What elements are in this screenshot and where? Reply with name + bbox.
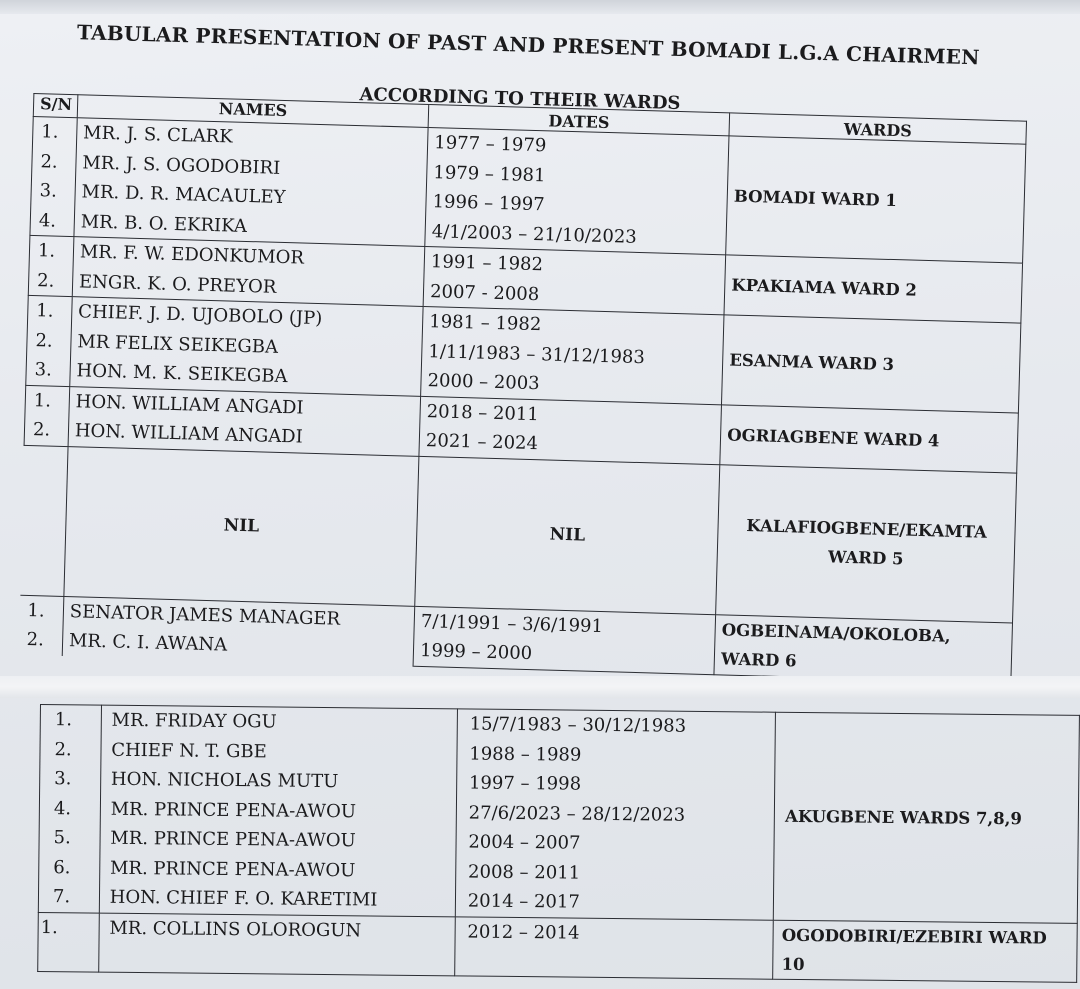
chairman-name: MR. J. S. CLARK (82, 122, 233, 148)
ward-cell: OGRIAGBENE WARD 4 (720, 404, 1018, 472)
dates-cell (425, 128, 729, 255)
tenure-date: 2000 – 2003 (427, 370, 540, 395)
header-sn: S/N (33, 93, 78, 117)
tenure-date: 27/6/2023 – 28/12/2023 (468, 801, 686, 826)
chairman-name: SENATOR JAMES MANAGER (69, 600, 341, 630)
chairman-name: MR. C. I. AWANA (68, 630, 228, 656)
chairman-name: MR. J. S. OGODOBIRI (82, 151, 281, 179)
serial-number: 1. (37, 240, 56, 262)
names-cell (70, 297, 424, 396)
serial-number: 1. (41, 121, 59, 143)
chairman-name: ENGR. K. O. PREYOR (78, 270, 277, 298)
names-cell (74, 118, 428, 247)
chairman-name: MR FELIX SEIKEGBA (77, 330, 279, 358)
ward-cell: BOMADI WARD 1 (726, 136, 1026, 263)
tenure-date: 1/11/1983 – 31/12/1983 (428, 340, 646, 368)
document-subtitle: ACCORDING TO THEIR WARDS (359, 84, 681, 115)
serial-number: 4. (38, 209, 57, 232)
names-cell (62, 596, 415, 666)
chairman-name: MR. F. W. EDONKUMOR (79, 241, 305, 269)
ward-cell: AKUGBENE WARDS 7,8,9 (774, 712, 1080, 923)
tenure-date: 2012 – 2014 (467, 920, 580, 944)
ward-cell: KPAKIAMA WARD 2 (724, 255, 1022, 323)
chairmen-table-continued (37, 704, 1080, 982)
dates-cell (413, 606, 716, 674)
nil-date-cell: NIL (415, 456, 720, 614)
chairman-name: HON. M. K. SEIKEGBA (76, 360, 288, 388)
dates-cell (423, 246, 726, 314)
dates-cell (455, 709, 776, 920)
tenure-date: 1997 – 1998 (468, 772, 582, 795)
chairman-name: MR. PRINCE PENA-AWOU (110, 827, 356, 852)
serial-number: 1. (40, 916, 58, 938)
table-row (38, 912, 1078, 982)
sn-cell (28, 235, 74, 296)
tenure-date: 15/7/1983 – 30/12/1983 (469, 713, 687, 737)
tenure-date: 1977 – 1979 (433, 132, 547, 157)
tenure-date: 1991 – 1982 (430, 251, 544, 276)
chairman-name: MR. COLLINS OLOROGUN (109, 917, 362, 941)
serial-number: 1. (36, 300, 54, 322)
chairman-name: MR. PRINCE PENA-AWOU (110, 798, 357, 822)
serial-number: 2. (35, 329, 53, 352)
chairman-name: MR. D. R. MACAULEY (81, 181, 286, 209)
chairman-name: HON. WILLIAM ANGADI (75, 390, 304, 419)
chairman-name: CHIEF N. T. GBE (111, 739, 267, 762)
tenure-date: 7/1/1991 – 3/6/1991 (420, 610, 604, 637)
tenure-date: 2014 – 2017 (467, 890, 580, 913)
continuation-table-wrap (37, 704, 1080, 982)
sn-cell (38, 912, 99, 972)
tenure-date: 2004 – 2007 (468, 831, 581, 854)
tenure-date: 2007 - 2008 (429, 280, 540, 305)
names-cell (99, 705, 457, 916)
page-fold (0, 676, 1080, 698)
header-names: NAMES (77, 95, 429, 128)
nil-name-cell: NIL (64, 446, 419, 606)
serial-number: 1. (33, 389, 52, 412)
table-row (38, 705, 1079, 923)
dates-cell (419, 396, 722, 464)
sn-cell (18, 595, 64, 656)
serial-number: 1. (27, 599, 45, 621)
sn-cell (26, 295, 72, 386)
chairman-name: MR. B. O. EKRIKA (80, 210, 248, 237)
serial-number: 2. (54, 738, 72, 760)
names-cell (68, 386, 421, 456)
serial-number: 5. (53, 827, 71, 849)
tenure-date: 1981 – 1982 (428, 311, 542, 336)
ward-cell: OGODOBIRI/EZEBIRI WARD 10 (773, 920, 1077, 982)
tenure-date: 2021 – 2024 (425, 430, 539, 455)
chairman-name: HON. WILLIAM ANGADI (74, 420, 304, 448)
tenure-date: 2018 – 2011 (426, 400, 540, 425)
names-cell (72, 237, 425, 307)
serial-number: 2. (26, 628, 45, 651)
serial-number: 2. (32, 419, 51, 441)
sn-cell (38, 705, 101, 913)
serial-number: 3. (54, 768, 72, 790)
chairman-name: MR. PRINCE PENA-AWOU (109, 857, 356, 881)
chairman-name: HON. CHIEF F. O. KARETIMI (109, 886, 378, 911)
tenure-date: 2008 – 2011 (467, 860, 581, 884)
serial-number: 6. (53, 856, 71, 878)
header-dates: DATES (428, 105, 730, 136)
names-cell (98, 913, 455, 976)
dates-cell (455, 916, 774, 978)
tenure-date: 1999 – 2000 (419, 639, 533, 665)
ward-cell: OGBEINAMA/OKOLOBA, WARD 6 (714, 614, 1012, 682)
dates-cell (421, 306, 724, 404)
sn-cell (30, 116, 77, 236)
serial-number: 1. (54, 709, 73, 731)
serial-number: 2. (36, 269, 55, 292)
serial-number: 2. (40, 150, 58, 173)
serial-number: 3. (39, 180, 58, 202)
serial-number: 3. (34, 359, 53, 381)
chairman-name: MR. FRIDAY OGU (111, 709, 277, 733)
chairmen-table (18, 93, 1027, 683)
serial-number: 4. (53, 797, 72, 819)
sn-cell (20, 445, 68, 596)
serial-number: 7. (52, 886, 71, 908)
tenure-date: 1996 – 1997 (432, 191, 545, 216)
ward-cell: ESANMA WARD 3 (722, 315, 1021, 413)
tenure-date: 4/1/2003 – 21/10/2023 (431, 220, 638, 248)
chairman-name: HON. NICHOLAS MUTU (110, 768, 339, 793)
chairman-name: CHIEF. J. D. UJOBOLO (JP) (77, 301, 323, 330)
document-title: TABULAR PRESENTATION OF PAST AND PRESENT BOMADI L.G.A CHAIRMEN (76, 20, 980, 70)
tenure-date: 1988 – 1989 (469, 742, 582, 766)
sn-cell (24, 385, 70, 446)
ward-cell: KALAFIOGBENE/EKAMTA WARD 5 (716, 464, 1017, 622)
table-row (20, 445, 1017, 623)
tenure-date: 1979 – 1981 (433, 161, 546, 186)
header-wards: WARDS (729, 113, 1026, 144)
